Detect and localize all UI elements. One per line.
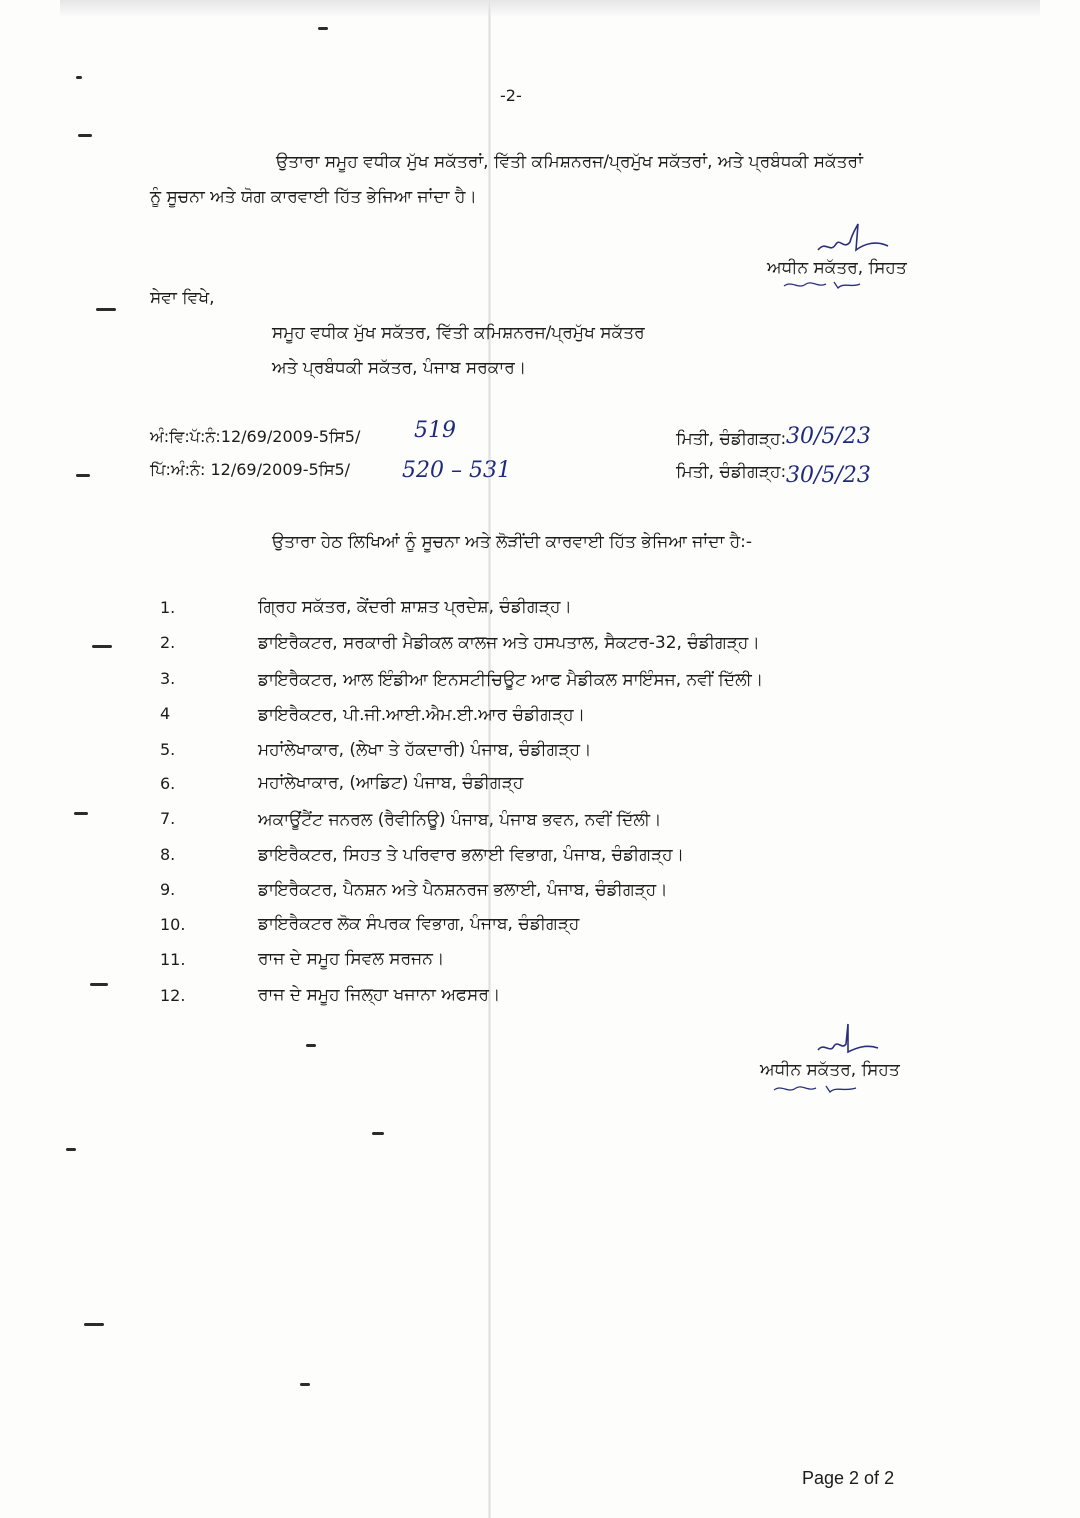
intro-line-2: ਨੂੰ ਸੂਚਨਾ ਅਤੇ ਯੋਗ ਕਾਰਵਾਈ ਹਿੱਤ ਭੇਜਿਆ ਜਾਂਦਾ ਹੈ।: [150, 187, 477, 207]
reference-1-date-handwritten: 30/5/23: [786, 424, 871, 449]
intro-line-1: ਉਤਾਰਾ ਸਮੂਹ ਵਧੀਕ ਮੁੱਖ ਸਕੱਤਰਾਂ, ਵਿੱਤੀ ਕਮਿਸ਼ਨਰਜ/ਪ੍ਰਮੁੱਖ ਸਕੱਤਰਾਂ, ਅਤੇ ਪ੍ਰਬੰਧਕੀ ਸਕੱਤਰਾਂ: [276, 152, 863, 172]
addressee-line-1: ਸਮੂਹ ਵਧੀਕ ਮੁੱਖ ਸਕੱਤਰ, ਵਿੱਤੀ ਕਮਿਸ਼ਨਰਜ/ਪ੍ਰਮੁੱਖ ਸਕੱਤਰ: [272, 323, 645, 343]
scan-speck: [92, 645, 112, 648]
list-item-number: 6.: [160, 774, 176, 793]
list-item-number: 1.: [160, 598, 176, 617]
signature-1-designation: ਅਧੀਨ ਸਕੱਤਰ, ਸਿਹਤ: [767, 258, 907, 278]
list-item-text: ਡਾਇਰੈਕਟਰ, ਪੈਨਸ਼ਨ ਅਤੇ ਪੈਨਸ਼ਨਰਜ ਭਲਾਈ, ਪੰਜਾਬ, ਚੰਡੀਗੜ੍ਹ।: [258, 880, 668, 900]
list-item-text: ਰਾਜ ਦੇ ਸਮੂਹ ਜਿਲ੍ਹਾ ਖਜਾਨਾ ਅਫਸਰ।: [258, 985, 501, 1005]
list-item-text: ਡਾਇਰੈਕਟਰ ਲੋਕ ਸੰਪਰਕ ਵਿਭਾਗ, ਪੰਜਾਬ, ਚੰਡੀਗੜ੍ਹ: [258, 914, 580, 934]
list-item-text: ਗ੍ਰਿਹ ਸਕੱਤਰ, ਕੇਂਦਰੀ ਸ਼ਾਸ਼ਤ ਪ੍ਰਦੇਸ਼, ਚੰਡੀਗੜ੍ਹ।: [258, 597, 572, 617]
scan-speck: [96, 308, 116, 311]
reference-2-number: ਪਿੱ:ਅੰ:ਨੰ: 12/69/2009-5ਸਿ5/: [150, 460, 351, 479]
scan-speck: [300, 1383, 310, 1386]
reference-1-number: ਅੰ:ਵਿ:ਪੱ:ਨੰ:12/69/2009-5ਸਿ5/: [150, 427, 361, 446]
list-item-number: 7.: [160, 809, 176, 828]
signature-2-designation: ਅਧੀਨ ਸਕੱਤਰ, ਸਿਹਤ: [760, 1060, 900, 1080]
salutation: ਸੇਵਾ ਵਿਖੇ,: [150, 288, 215, 308]
list-item-number: 11.: [160, 950, 186, 969]
list-item-text: ਮਹਾਂਲੇਖਾਕਾਰ, (ਲੇਖਾ ਤੇ ਹੱਕਦਾਰੀ) ਪੰਜਾਬ, ਚੰਡੀਗੜ੍ਹ।: [258, 740, 592, 760]
list-item-number: 10.: [160, 915, 186, 934]
reference-1-handwritten: 519: [414, 418, 456, 443]
scan-shadow: [60, 0, 1040, 16]
scan-speck: [74, 812, 88, 815]
list-item-number: 2.: [160, 633, 176, 652]
list-item-number: 8.: [160, 845, 176, 864]
list-item-number: 5.: [160, 740, 176, 759]
scan-speck: [66, 1148, 76, 1151]
scan-speck: [76, 76, 82, 79]
initials-scrawl: [782, 278, 862, 292]
list-item-text: ਰਾਜ ਦੇ ਸਮੂਹ ਸਿਵਲ ਸਰਜਨ।: [258, 949, 445, 969]
list-item-number: 3.: [160, 669, 176, 688]
initials-scrawl: [772, 1082, 858, 1096]
list-item-number: 4: [160, 704, 171, 723]
list-item-number: 9.: [160, 880, 176, 899]
list-item-text: ਡਾਇਰੈਕਟਰ, ਸਰਕਾਰੀ ਮੈਡੀਕਲ ਕਾਲਜ ਅਤੇ ਹਸਪਤਾਲ, ਸੈਕਟਰ-32, ਚੰਡੀਗੜ੍ਹ।: [258, 633, 760, 653]
page-footer: Page 2 of 2: [802, 1468, 895, 1488]
scan-speck: [306, 1044, 316, 1047]
signature-scrawl: [812, 1020, 882, 1062]
scan-speck: [90, 983, 108, 986]
reference-2-handwritten: 520 – 531: [402, 458, 511, 483]
list-item-text: ਡਾਇਰੈਕਟਰ, ਸਿਹਤ ਤੇ ਪਰਿਵਾਰ ਭਲਾਈ ਵਿਭਾਗ, ਪੰਜਾਬ, ਚੰਡੀਗੜ੍ਹ।: [258, 845, 685, 865]
list-item-text: ਡਾਇਰੈਕਟਰ, ਪੀ.ਜੀ.ਆਈ.ਐਮ.ਈ.ਆਰ ਚੰਡੀਗੜ੍ਹ।: [258, 705, 586, 725]
list-item-text: ਡਾਇਰੈਕਟਰ, ਆਲ ਇੰਡੀਆ ਇਨਸਟੀਚਿਊਟ ਆਫ ਮੈਡੀਕਲ ਸਾਇੰਸਜ, ਨਵੀਂ ਦਿੱਲੀ।: [258, 670, 764, 690]
list-item-text: ਅਕਾਊਂਟੈਂਟ ਜਨਰਲ (ਰੈਵੀਨਿਊ) ਪੰਜਾਬ, ਪੰਜਾਬ ਭਵਨ, ਨਵੀਂ ਦਿੱਲੀ।: [258, 810, 662, 830]
scan-speck: [84, 1323, 104, 1326]
page-number: -2-: [500, 86, 522, 105]
scan-speck: [318, 27, 328, 30]
scan-speck: [372, 1132, 384, 1135]
scan-speck: [78, 134, 92, 137]
reference-1-date-label: ਮਿਤੀ, ਚੰਡੀਗੜ੍ਹ:: [676, 429, 787, 449]
reference-2-date-label: ਮਿਤੀ, ਚੰਡੀਗੜ੍ਹ:: [676, 462, 787, 482]
copy-distribution-line: ਉਤਾਰਾ ਹੇਠ ਲਿਖਿਆਂ ਨੂੰ ਸੂਚਨਾ ਅਤੇ ਲੋੜੀਂਦੀ ਕਾਰਵਾਈ ਹਿੱਤ ਭੇਜਿਆ ਜਾਂਦਾ ਹੈ:-: [272, 532, 753, 552]
addressee-line-2: ਅਤੇ ਪ੍ਰਬੰਧਕੀ ਸਕੱਤਰ, ਪੰਜਾਬ ਸਰਕਾਰ।: [272, 358, 527, 378]
list-item-number: 12.: [160, 986, 186, 1005]
scan-speck: [76, 474, 90, 477]
list-item-text: ਮਹਾਂਲੇਖਾਕਾਰ, (ਆਡਿਟ) ਪੰਜਾਬ, ਚੰਡੀਗੜ੍ਹ: [258, 773, 524, 793]
reference-2-date-handwritten: 30/5/23: [786, 463, 871, 488]
